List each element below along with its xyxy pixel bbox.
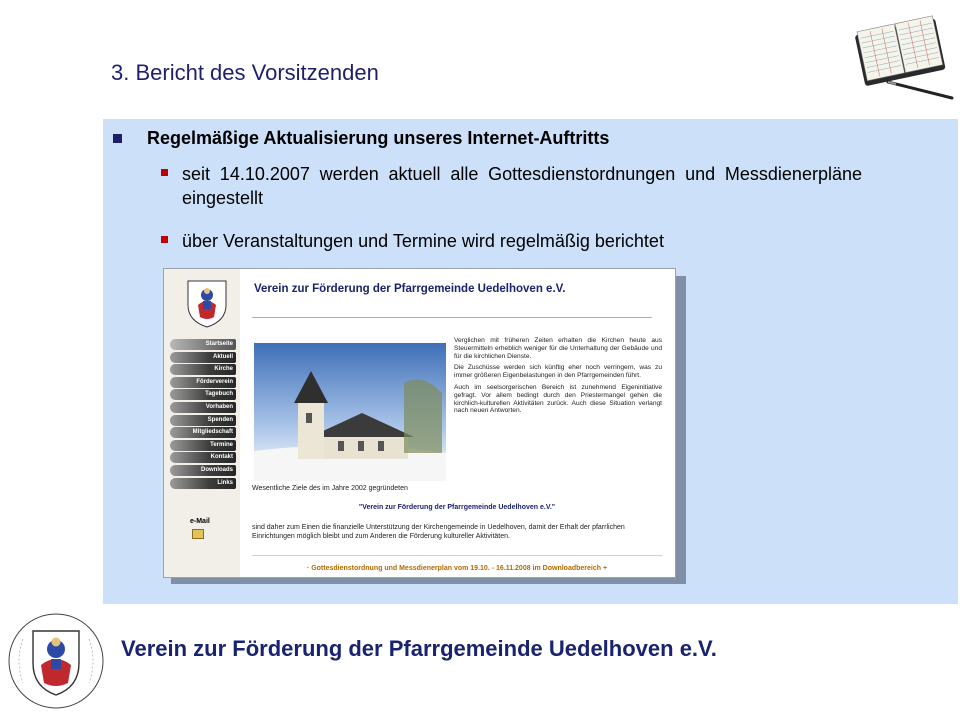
sub-bullet <box>161 229 862 253</box>
website-header: Verein zur Förderung der Pfarrgemeinde Uedelhoven e.V. <box>254 283 566 295</box>
intro-paragraph: Die Zuschüsse werden sich künftig eher noch verringern, was zu immer größeren Eigenbelastungen in den Pfarrgemeinden führt. <box>454 364 662 380</box>
slide-title: 3. Bericht des Vorsitzenden <box>111 60 379 85</box>
nav-item-downloads[interactable]: Downloads <box>170 465 236 476</box>
website-nav <box>170 339 236 490</box>
website-paragraph: sind daher zum Einen die finanzielle Unterstützung der Kirchengemeinde in Uedelhoven, damit der Erhalt der pfarrlichen Einrichtungen möglich bleibt und zum Anderen die Förderung kultureller Aktivitäten. <box>252 524 625 540</box>
website-screenshot <box>163 268 676 578</box>
nav-item-aktuell[interactable]: Aktuell <box>170 352 236 363</box>
sub-bullet-text: seit 14.10.2007 werden aktuell alle Gottesdienstordnungen und Messdienerpläne eingestellt <box>182 164 862 208</box>
church-photo <box>254 343 446 481</box>
footer-association-name: Verein zur Förderung der Pfarrgemeinde Uedelhoven e.V. <box>121 636 717 661</box>
main-bullet-text: Regelmäßige Aktualisierung unseres Internet-Auftritts <box>147 128 610 148</box>
website-intro-text <box>454 337 662 419</box>
nav-item-vorhaben[interactable]: Vorhaben <box>170 402 236 413</box>
main-bullet <box>113 128 609 149</box>
divider <box>252 555 662 556</box>
nav-item-kontakt[interactable]: Kontakt <box>170 452 236 463</box>
bullet-square-icon <box>161 236 168 243</box>
bullet-square-icon <box>161 169 168 176</box>
nav-item-spenden[interactable]: Spenden <box>170 415 236 426</box>
news-ticker[interactable]: · Gottesdienstordnung und Messdienerplan vom 19.10. - 16.11.2008 im Downloadbereich + <box>306 565 608 572</box>
intro-paragraph: Verglichen mit früheren Zeiten erhalten die Kirchen heute aus Steuermitteln erheblich weniger für die Unterhaltung der Gebäude und für die kirchlichen Dienste. <box>454 337 662 360</box>
intro-paragraph: Auch im seelsorgerischen Bereich ist zunehmend Eigeninitiative gefragt. Vor allem bedingt durch den Priestermangel gehen die kirchlich-kulturellen Aktivitäten zurück. Auch diese Situation verlangt nach neuen Antworten. <box>454 383 662 415</box>
email-label: e-Mail <box>190 518 210 525</box>
divider <box>252 317 652 318</box>
nav-item-termine[interactable]: Termine <box>170 440 236 451</box>
nav-item-mitgliedschaft[interactable]: Mitgliedschaft <box>170 427 236 438</box>
nav-item-startseite[interactable]: Startseite <box>170 339 236 350</box>
photo-caption: Wesentliche Ziele des im Jahre 2002 gegründeten <box>252 485 408 492</box>
ledger-book-with-pen-icon <box>848 10 956 102</box>
website-quote: "Verein zur Förderung der Pfarrgemeinde Uedelhoven e.V." <box>358 504 556 511</box>
nav-item-foerderverein[interactable]: Förderverein <box>170 377 236 388</box>
nav-item-kirche[interactable]: Kirche <box>170 364 236 375</box>
sub-bullet-text: über Veranstaltungen und Termine wird regelmäßig berichtet <box>182 231 664 251</box>
sub-bullet <box>161 162 862 210</box>
nav-item-tagebuch[interactable]: Tagebuch <box>170 389 236 400</box>
association-crest-logo <box>5 609 107 714</box>
bullet-square-icon <box>113 134 122 143</box>
association-crest-logo <box>178 275 236 329</box>
mail-icon[interactable] <box>192 529 204 539</box>
nav-item-links[interactable]: Links <box>170 478 236 489</box>
